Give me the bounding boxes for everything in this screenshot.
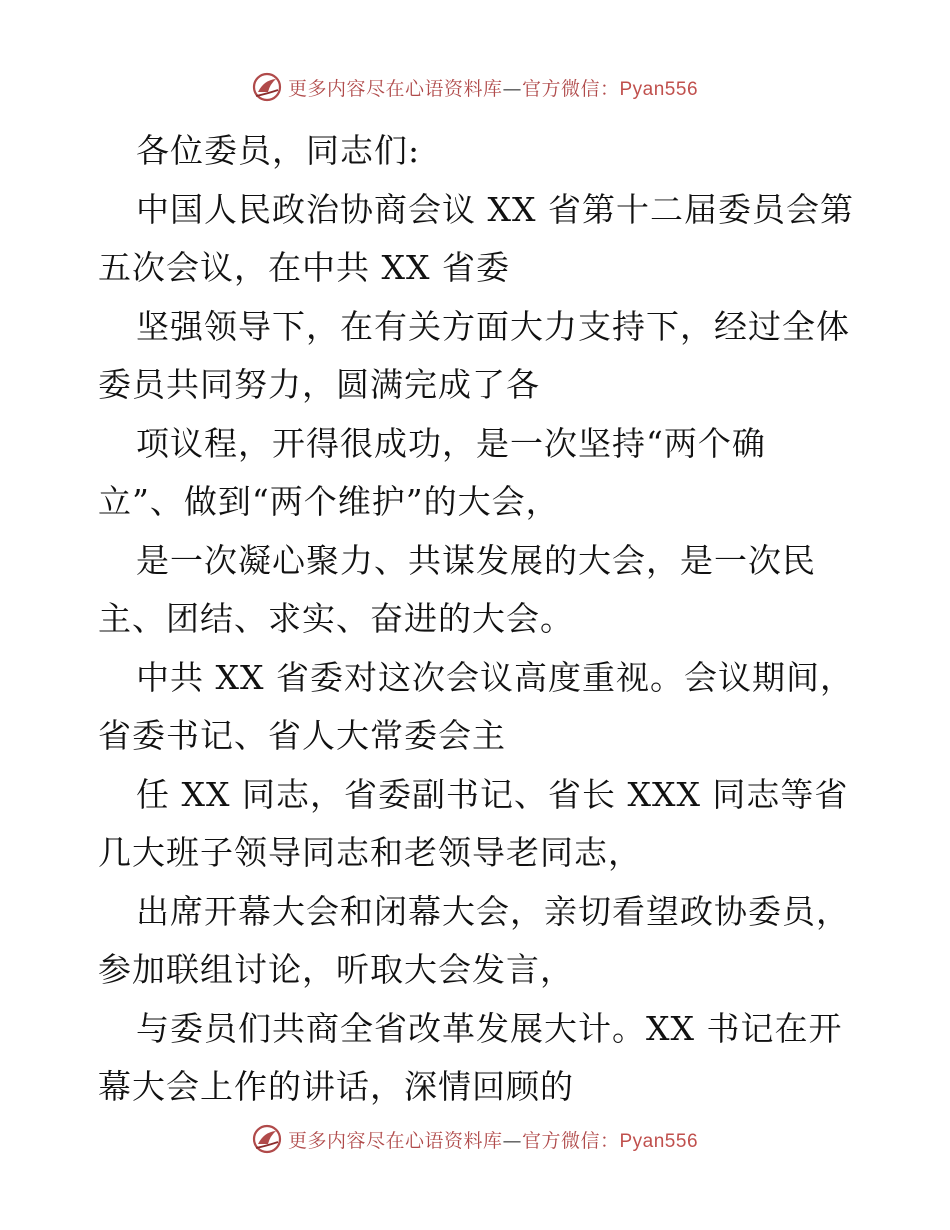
banner-handle: Pyan556 xyxy=(619,78,699,100)
paragraph-line: 参加联组讨论，听取大会发言， xyxy=(98,950,574,989)
paragraph-line: 出席开幕大会和闭幕大会，亲切看望政协委员， xyxy=(136,891,850,931)
paragraph-line: 中国人民政治协商会议 XX 省第十二届委员会第 xyxy=(136,189,854,229)
paragraph-line: 各位委员，同志们: xyxy=(136,131,421,170)
paragraph-line: 坚强领导下，在有关方面大力支持下，经过全体 xyxy=(136,306,850,346)
footer-banner xyxy=(0,1124,950,1154)
paragraph-line: 几大班子领导同志和老领导老同志， xyxy=(98,833,642,872)
paragraph-line: 与委员们共商全省改革发展大计。XX 书记在开 xyxy=(136,1008,843,1048)
paragraph-line: 立”、做到“两个维护”的大会， xyxy=(98,482,560,521)
paragraph-line: 项议程，开得很成功，是一次坚持“两个确 xyxy=(136,423,766,463)
writing-hand-logo-icon xyxy=(252,1124,282,1154)
banner-separator: — xyxy=(502,77,522,100)
banner-handle: Pyan556 xyxy=(619,1130,699,1152)
banner-text-group xyxy=(288,74,698,101)
paragraph-line: 是一次凝心聚力、共谋发展的大会，是一次民 xyxy=(136,540,816,580)
writing-hand-logo-icon xyxy=(252,72,282,102)
paragraph-line: 委员共同努力，圆满完成了各 xyxy=(98,365,540,404)
paragraph-line: 任 XX 同志，省委副书记、省长 XXX 同志等省 xyxy=(136,774,849,814)
paragraph-line: 幕大会上作的讲话，深情回顾的 xyxy=(98,1067,574,1106)
paragraph-line: 主、团结、求实、奋进的大会。 xyxy=(98,599,574,638)
banner-title: 更多内容尽在心语资料库 xyxy=(287,77,503,100)
document-body xyxy=(98,122,858,1117)
paragraph-line: 五次会议，在中共 XX 省委 xyxy=(98,248,510,287)
banner-text-group xyxy=(288,1126,698,1153)
paragraph-line: 中共 XX 省委对这次会议高度重视。会议期间， xyxy=(136,657,854,697)
banner-title: 更多内容尽在心语资料库 xyxy=(287,1129,503,1152)
header-banner xyxy=(0,72,950,102)
banner-contact-label: 官方微信： xyxy=(521,1129,620,1152)
banner-separator: — xyxy=(502,1129,522,1152)
banner-contact-label: 官方微信： xyxy=(521,77,620,100)
paragraph-line: 省委书记、省人大常委会主 xyxy=(98,716,506,755)
